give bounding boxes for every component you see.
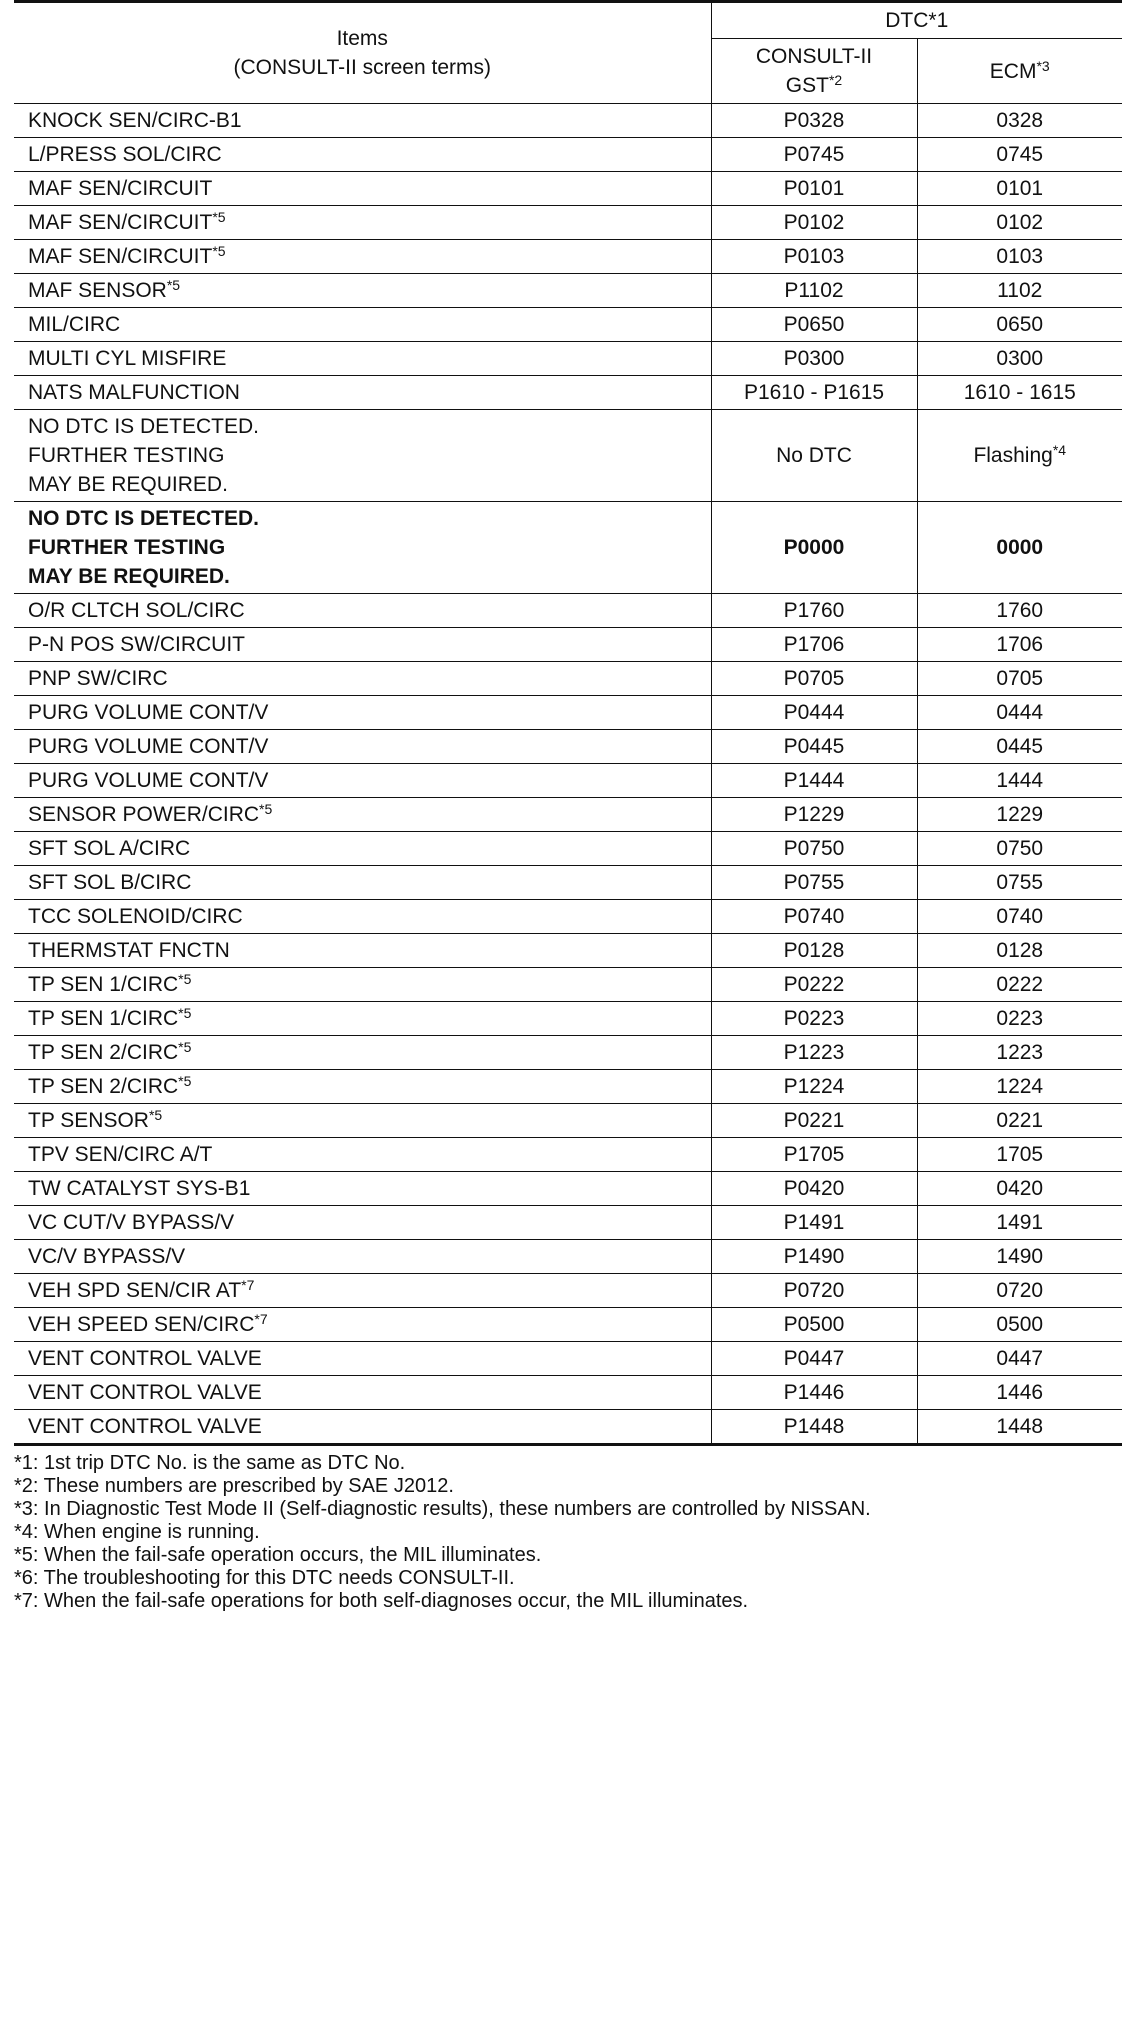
item-line: FURTHER TESTING — [28, 536, 226, 559]
dtc-group-header: DTC*1 — [711, 2, 1122, 39]
item-note-mark: *5 — [212, 243, 226, 259]
table-row — [14, 274, 1122, 308]
item-note-mark: *5 — [166, 277, 181, 293]
table-row — [14, 502, 1122, 594]
item-label: O/R CLTCH SOL/CIRC — [28, 599, 245, 622]
item-label: PNP SW/CIRC — [28, 667, 168, 690]
table-row — [14, 1104, 1122, 1138]
ecm-header-label: ECM — [989, 59, 1037, 83]
consult-code-cell: P0650 — [711, 308, 917, 342]
consult-header-gst: GST — [785, 74, 829, 97]
ecm-code: 0650 — [996, 313, 1044, 336]
consult-header-line2 — [718, 71, 911, 100]
item-cell — [14, 274, 711, 308]
ecm-code-cell — [917, 1002, 1122, 1036]
footnote: *7: When the fail-safe operations for both self-diagnoses occur, the MIL illuminates. — [14, 1590, 749, 1612]
table-row — [14, 628, 1122, 662]
ecm-code-cell — [917, 376, 1122, 410]
item-label: MULTI CYL MISFIRE — [28, 347, 227, 370]
item-label: MIL/CIRC — [28, 313, 121, 336]
table-row — [14, 798, 1122, 832]
item-label: THERMSTAT FNCTN — [28, 939, 230, 962]
table-row — [14, 968, 1122, 1002]
ecm-code-cell — [917, 308, 1122, 342]
item-note-mark: *7 — [254, 1311, 268, 1327]
ecm-code: 0300 — [996, 347, 1044, 370]
consult-code-cell: P0300 — [711, 342, 917, 376]
item-line: NO DTC IS DETECTED. — [28, 507, 260, 530]
item-cell — [14, 866, 711, 900]
ecm-code-cell — [917, 662, 1122, 696]
item-label: TP SEN 2/CIRC — [28, 1041, 179, 1064]
item-cell — [14, 1240, 711, 1274]
ecm-code-cell — [917, 410, 1122, 502]
consult-code-cell: P0222 — [711, 968, 917, 1002]
item-cell — [14, 594, 711, 628]
ecm-code-cell — [917, 1036, 1122, 1070]
table-row — [14, 866, 1122, 900]
consult-code-cell: P0705 — [711, 662, 917, 696]
item-cell — [14, 376, 711, 410]
items-header-subtitle: (CONSULT-II screen terms) — [233, 56, 491, 79]
ecm-code-cell — [917, 1308, 1122, 1342]
consult-code-cell: P1224 — [711, 1070, 917, 1104]
ecm-code: 0128 — [996, 939, 1044, 962]
item-label: PURG VOLUME CONT/V — [28, 701, 269, 724]
consult-code-cell: P0128 — [711, 934, 917, 968]
ecm-code: 0222 — [996, 973, 1044, 996]
ecm-code-cell — [917, 1172, 1122, 1206]
consult-header-note-mark: *2 — [828, 72, 843, 88]
ecm-code-cell — [917, 900, 1122, 934]
consult-code-cell: P0447 — [711, 1342, 917, 1376]
item-note-mark: *5 — [178, 1005, 192, 1021]
table-row — [14, 342, 1122, 376]
table-row — [14, 1376, 1122, 1410]
consult-code-cell: P1705 — [711, 1138, 917, 1172]
ecm-code: 0740 — [996, 905, 1044, 928]
item-cell — [14, 1172, 711, 1206]
consult-code-cell: P0720 — [711, 1274, 917, 1308]
ecm-code: 1229 — [996, 803, 1044, 826]
consult-code-cell: P1448 — [711, 1410, 917, 1445]
ecm-code-cell — [917, 206, 1122, 240]
item-label: SFT SOL A/CIRC — [28, 837, 191, 860]
ecm-code-cell — [917, 274, 1122, 308]
footnote: *5: When the fail-safe operation occurs, the MIL illuminates. — [14, 1544, 542, 1566]
table-row — [14, 832, 1122, 866]
ecm-code: 0102 — [996, 211, 1044, 234]
consult-code-cell: P0750 — [711, 832, 917, 866]
item-cell — [14, 104, 711, 138]
item-cell — [14, 1342, 711, 1376]
consult-code-cell: P0740 — [711, 900, 917, 934]
consult-code-cell: P0328 — [711, 104, 917, 138]
item-cell — [14, 1376, 711, 1410]
table-row — [14, 172, 1122, 206]
table-row — [14, 410, 1122, 502]
ecm-code-cell — [917, 968, 1122, 1002]
table-row — [14, 1308, 1122, 1342]
ecm-code-cell — [917, 342, 1122, 376]
item-note-mark: *5 — [178, 1073, 192, 1089]
consult-code-cell: P1229 — [711, 798, 917, 832]
table-row — [14, 138, 1122, 172]
ecm-header-note-mark: *3 — [1036, 57, 1050, 74]
ecm-code-cell — [917, 172, 1122, 206]
item-note-mark: *7 — [241, 1277, 255, 1293]
item-line: MAY BE REQUIRED. — [28, 473, 228, 496]
ecm-note-mark: *4 — [1052, 442, 1067, 458]
ecm-code-cell — [917, 798, 1122, 832]
item-label: SFT SOL B/CIRC — [28, 871, 192, 894]
table-row — [14, 1240, 1122, 1274]
item-cell — [14, 1104, 711, 1138]
ecm-code-cell — [917, 1240, 1122, 1274]
item-label: VENT CONTROL VALVE — [28, 1381, 262, 1404]
ecm-code: 1446 — [996, 1381, 1044, 1404]
consult-header-line1: CONSULT-II — [755, 45, 873, 68]
item-note-mark: *5 — [259, 801, 273, 817]
item-label: KNOCK SEN/CIRC-B1 — [28, 109, 242, 132]
item-label: MAF SEN/CIRCUIT — [28, 245, 213, 268]
table-row — [14, 240, 1122, 274]
consult-code-cell: P0420 — [711, 1172, 917, 1206]
consult-code-cell: P1490 — [711, 1240, 917, 1274]
item-label: VEH SPEED SEN/CIRC — [28, 1313, 255, 1336]
ecm-code: 0500 — [996, 1313, 1044, 1336]
item-cell — [14, 900, 711, 934]
item-label: P-N POS SW/CIRCUIT — [28, 633, 246, 656]
item-label: PURG VOLUME CONT/V — [28, 769, 269, 792]
consult-code-cell: P1491 — [711, 1206, 917, 1240]
ecm-column-header — [917, 39, 1122, 104]
ecm-code: 1224 — [996, 1075, 1044, 1098]
ecm-code-cell — [917, 730, 1122, 764]
item-label: PURG VOLUME CONT/V — [28, 735, 269, 758]
item-label: VEH SPD SEN/CIR AT — [28, 1279, 242, 1302]
item-cell — [14, 696, 711, 730]
consult-code-cell: P1102 — [711, 274, 917, 308]
table-row — [14, 1206, 1122, 1240]
dtc-document — [14, 0, 1122, 1613]
ecm-code: 0000 — [996, 536, 1044, 559]
ecm-code: 0750 — [996, 837, 1044, 860]
ecm-code: 1490 — [996, 1245, 1044, 1268]
item-cell — [14, 502, 711, 594]
items-column-header — [14, 2, 711, 104]
consult-code-cell: P1760 — [711, 594, 917, 628]
ecm-code: 1760 — [996, 599, 1044, 622]
item-label: TP SEN 1/CIRC — [28, 1007, 179, 1030]
ecm-code: 0420 — [996, 1177, 1044, 1200]
consult-code-cell: P0223 — [711, 1002, 917, 1036]
consult-code-cell: P1610 - P1615 — [711, 376, 917, 410]
item-label: L/PRESS SOL/CIRC — [28, 143, 222, 166]
consult-code-cell: P0102 — [711, 206, 917, 240]
item-line: NO DTC IS DETECTED. — [28, 415, 260, 438]
ecm-code: 0103 — [996, 245, 1044, 268]
consult-code-cell: P1223 — [711, 1036, 917, 1070]
table-row — [14, 662, 1122, 696]
ecm-code: 1444 — [996, 769, 1044, 792]
ecm-code-cell — [917, 1376, 1122, 1410]
item-cell — [14, 1138, 711, 1172]
consult-code-cell: No DTC — [711, 410, 917, 502]
item-cell — [14, 730, 711, 764]
ecm-code-cell — [917, 866, 1122, 900]
item-note-mark: *5 — [178, 971, 192, 987]
consult-code-cell: P0000 — [711, 502, 917, 594]
ecm-code-cell — [917, 594, 1122, 628]
item-label: TP SEN 2/CIRC — [28, 1075, 179, 1098]
ecm-code: 0444 — [996, 701, 1044, 724]
item-label: SENSOR POWER/CIRC — [28, 803, 260, 826]
ecm-code: 0447 — [996, 1347, 1044, 1370]
item-cell — [14, 1036, 711, 1070]
item-cell — [14, 832, 711, 866]
item-label: VENT CONTROL VALVE — [28, 1347, 262, 1370]
consult-code-cell: P0755 — [711, 866, 917, 900]
consult-code-cell: P0444 — [711, 696, 917, 730]
item-note-mark: *5 — [148, 1107, 163, 1123]
item-label: NATS MALFUNCTION — [28, 381, 240, 404]
table-row — [14, 1274, 1122, 1308]
consult-code-cell: P0101 — [711, 172, 917, 206]
item-label: VC CUT/V BYPASS/V — [28, 1211, 235, 1234]
item-label: TW CATALYST SYS-B1 — [28, 1177, 251, 1200]
consult-code-cell: P1444 — [711, 764, 917, 798]
items-header-title: Items — [336, 27, 388, 50]
ecm-code-cell — [917, 104, 1122, 138]
ecm-code: 0221 — [996, 1109, 1044, 1132]
ecm-code: 0745 — [996, 143, 1044, 166]
table-row — [14, 1172, 1122, 1206]
ecm-code-cell — [917, 240, 1122, 274]
table-row — [14, 1070, 1122, 1104]
ecm-code: 0705 — [996, 667, 1044, 690]
table-row — [14, 1138, 1122, 1172]
footnote: *3: In Diagnostic Test Mode II (Self-diagnostic results), these numbers are controlled by NISSAN. — [14, 1498, 871, 1520]
item-cell — [14, 410, 711, 502]
item-cell — [14, 1410, 711, 1445]
table-row — [14, 1036, 1122, 1070]
item-label: MAF SEN/CIRCUIT — [28, 211, 213, 234]
table-row — [14, 1342, 1122, 1376]
ecm-code: 0720 — [996, 1279, 1044, 1302]
item-cell — [14, 138, 711, 172]
table-row — [14, 900, 1122, 934]
item-note-mark: *5 — [212, 209, 226, 225]
ecm-code-cell — [917, 1274, 1122, 1308]
ecm-code-cell — [917, 1342, 1122, 1376]
item-cell — [14, 172, 711, 206]
ecm-code: 1706 — [996, 633, 1044, 656]
table-row — [14, 1002, 1122, 1036]
item-cell — [14, 1206, 711, 1240]
item-cell — [14, 798, 711, 832]
table-row — [14, 1410, 1122, 1445]
item-cell — [14, 206, 711, 240]
item-line: MAY BE REQUIRED. — [28, 565, 230, 588]
ecm-code-cell — [917, 1138, 1122, 1172]
item-note-mark: *5 — [178, 1039, 192, 1055]
table-row — [14, 104, 1122, 138]
ecm-code: 0328 — [996, 109, 1044, 132]
dtc-table — [14, 0, 1122, 1446]
table-row — [14, 594, 1122, 628]
item-cell — [14, 934, 711, 968]
footnote: *2: These numbers are prescribed by SAE J2012. — [14, 1475, 454, 1497]
ecm-code: 1491 — [996, 1211, 1044, 1234]
item-label: MAF SENSOR — [28, 279, 167, 302]
ecm-code: 0445 — [996, 735, 1044, 758]
item-cell — [14, 240, 711, 274]
ecm-code-cell — [917, 1070, 1122, 1104]
item-cell — [14, 342, 711, 376]
footnotes — [14, 1452, 1122, 1613]
footnote: *6: The troubleshooting for this DTC needs CONSULT-II. — [14, 1567, 515, 1589]
item-cell — [14, 1002, 711, 1036]
item-line: FURTHER TESTING — [28, 444, 225, 467]
ecm-code-cell — [917, 832, 1122, 866]
consult-code-cell: P0445 — [711, 730, 917, 764]
item-label: VENT CONTROL VALVE — [28, 1415, 262, 1438]
table-row — [14, 696, 1122, 730]
footnote: *1: 1st trip DTC No. is the same as DTC No. — [14, 1452, 406, 1474]
table-row — [14, 308, 1122, 342]
ecm-code: 0755 — [996, 871, 1044, 894]
consult-code-cell: P0221 — [711, 1104, 917, 1138]
item-cell — [14, 968, 711, 1002]
consult-code-cell: P1446 — [711, 1376, 917, 1410]
item-label: TCC SOLENOID/CIRC — [28, 905, 243, 928]
consult-code-cell: P1706 — [711, 628, 917, 662]
item-label: MAF SEN/CIRCUIT — [28, 177, 213, 200]
ecm-code-cell — [917, 1206, 1122, 1240]
ecm-code: 1705 — [996, 1143, 1044, 1166]
table-row — [14, 206, 1122, 240]
item-label: TPV SEN/CIRC A/T — [28, 1143, 213, 1166]
ecm-code-cell — [917, 696, 1122, 730]
ecm-code-cell — [917, 1410, 1122, 1445]
item-cell — [14, 628, 711, 662]
item-label: VC/V BYPASS/V — [28, 1245, 186, 1268]
table-header — [14, 2, 1122, 104]
ecm-code: 1223 — [996, 1041, 1044, 1064]
table-row — [14, 764, 1122, 798]
consult-code-cell: P0500 — [711, 1308, 917, 1342]
item-cell — [14, 1070, 711, 1104]
ecm-code-cell — [917, 138, 1122, 172]
ecm-code-cell — [917, 1104, 1122, 1138]
ecm-code: Flashing — [973, 444, 1053, 467]
ecm-code: 1102 — [997, 279, 1043, 302]
item-label: TP SEN 1/CIRC — [28, 973, 179, 996]
footnote: *4: When engine is running. — [14, 1521, 260, 1543]
ecm-code: 0101 — [996, 177, 1044, 200]
item-cell — [14, 662, 711, 696]
ecm-code: 1610 - 1615 — [963, 381, 1076, 404]
consult-column-header — [711, 39, 917, 104]
item-cell — [14, 308, 711, 342]
consult-code-cell: P0103 — [711, 240, 917, 274]
table-body — [14, 104, 1122, 1445]
ecm-code-cell — [917, 934, 1122, 968]
ecm-code: 1448 — [996, 1415, 1044, 1438]
ecm-code: 0223 — [996, 1007, 1044, 1030]
table-row — [14, 376, 1122, 410]
consult-code-cell: P0745 — [711, 138, 917, 172]
table-row — [14, 730, 1122, 764]
table-row — [14, 934, 1122, 968]
item-cell — [14, 764, 711, 798]
item-label: TP SENSOR — [28, 1109, 149, 1132]
item-cell — [14, 1274, 711, 1308]
ecm-code-cell — [917, 502, 1122, 594]
item-cell — [14, 1308, 711, 1342]
ecm-code-cell — [917, 764, 1122, 798]
ecm-code-cell — [917, 628, 1122, 662]
